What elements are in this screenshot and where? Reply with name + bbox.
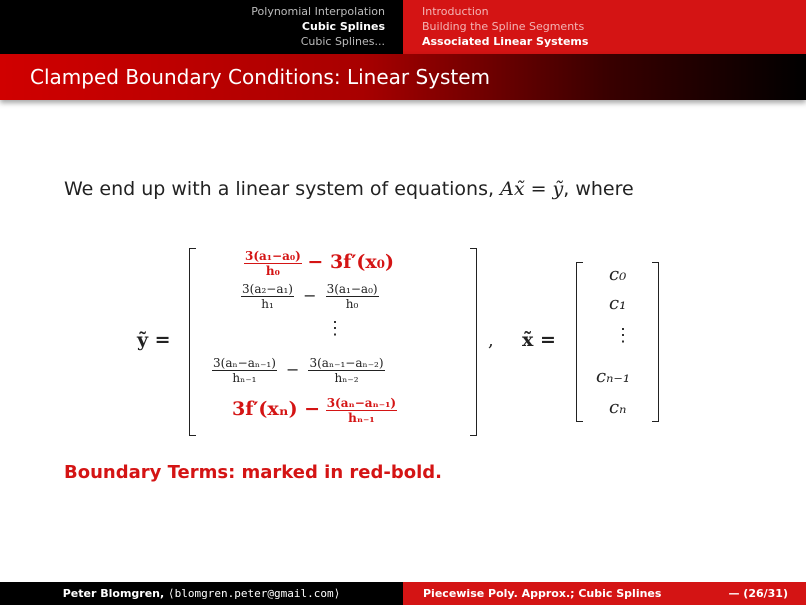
- section-nav: [0, 0, 403, 54]
- subsection-nav: [403, 0, 806, 54]
- y-vector-label: ỹ =: [137, 329, 171, 351]
- y-row-4-fraction-b: [308, 356, 384, 385]
- y-row-5-fraction: [326, 396, 397, 425]
- y-row-2-fraction-a: [241, 282, 294, 311]
- y-row-1-denominator: h₀: [265, 264, 280, 278]
- x-entry-vdots: ⋮: [614, 325, 632, 346]
- intro-sentence: [64, 178, 634, 200]
- footer-author-block: [0, 582, 403, 605]
- x-entry-c0: c₀: [609, 264, 627, 285]
- section-link-polynomial-interpolation[interactable]: Polynomial Interpolation: [251, 5, 385, 18]
- y-row-3-vdots: ⋮: [326, 318, 344, 339]
- intro-tail: , where: [563, 178, 634, 200]
- separator-comma: ,: [488, 330, 494, 351]
- y-row-2-a-denominator: h₁: [261, 297, 274, 311]
- top-navigation: [0, 0, 806, 54]
- y-row-5-numerator: 3(aₙ−aₙ₋₁): [326, 396, 397, 410]
- intro-text: We end up with a linear system of equations,: [64, 178, 495, 200]
- footer-email: ⟨blomgren.peter@gmail.com⟩: [168, 587, 341, 600]
- y-row-5: [232, 396, 397, 425]
- footer-page-number: — (26/31): [728, 587, 788, 600]
- intro-equation: Ax̃ = ỹ: [500, 178, 564, 200]
- y-row-4-fraction-a: [212, 356, 277, 385]
- y-row-4-a-numerator: 3(aₙ−aₙ₋₁): [213, 356, 276, 370]
- y-row-2-a-numerator: 3(a₂−a₁): [242, 282, 293, 296]
- x-left-bracket: [576, 262, 583, 422]
- footer-talk-block: [403, 582, 806, 605]
- subsection-link-building-segments[interactable]: Building the Spline Segments: [422, 20, 585, 33]
- y-right-bracket: [470, 248, 477, 436]
- y-row-4-b-numerator: 3(aₙ₋₁−aₙ₋₂): [309, 356, 384, 370]
- frame-title: Clamped Boundary Conditions: Linear System: [30, 65, 491, 89]
- y-row-4-b-denominator: hₙ₋₂: [334, 371, 359, 385]
- x-right-bracket: [652, 262, 659, 422]
- y-row-2: [241, 282, 379, 311]
- y-row-1-fraction: [244, 249, 302, 278]
- y-row-5-denominator: hₙ₋₁: [348, 411, 375, 425]
- boundary-terms-note: Boundary Terms: marked in red-bold.: [64, 462, 442, 483]
- x-vector-label: x̃ =: [522, 329, 556, 351]
- subsection-link-introduction[interactable]: Introduction: [422, 5, 489, 18]
- x-entry-c1: c₁: [609, 293, 627, 314]
- y-left-bracket: [189, 248, 196, 436]
- y-row-1-tail: − 3f′(x₀): [307, 251, 394, 273]
- section-link-cubic-splines[interactable]: Cubic Splines: [301, 20, 385, 33]
- footer-bar: [0, 582, 806, 605]
- y-row-4-a-denominator: hₙ₋₁: [232, 371, 257, 385]
- x-entry-cn-minus-1: cₙ₋₁: [596, 366, 631, 387]
- footer-author: Peter Blomgren,: [62, 587, 165, 600]
- footer-talk-title: Piecewise Poly. Approx.; Cubic Splines: [423, 587, 662, 600]
- x-entry-cn: cₙ: [609, 397, 627, 418]
- y-row-1: [244, 249, 394, 278]
- y-row-2-minus: −: [303, 286, 317, 305]
- y-row-2-b-denominator: h₀: [345, 297, 359, 311]
- y-row-4-minus: −: [285, 360, 300, 379]
- y-row-1-numerator: 3(a₁−a₀): [245, 249, 301, 263]
- y-row-4: [212, 356, 385, 385]
- y-row-2-fraction-b: [326, 282, 379, 311]
- y-row-2-b-numerator: 3(a₁−a₀): [326, 282, 378, 296]
- frame-title-bar: [0, 54, 806, 100]
- section-link-cubic-splines-cont[interactable]: Cubic Splines...: [300, 35, 385, 48]
- y-row-5-head: 3f′(xₙ) −: [232, 398, 321, 420]
- subsection-link-linear-systems[interactable]: Associated Linear Systems: [422, 35, 589, 48]
